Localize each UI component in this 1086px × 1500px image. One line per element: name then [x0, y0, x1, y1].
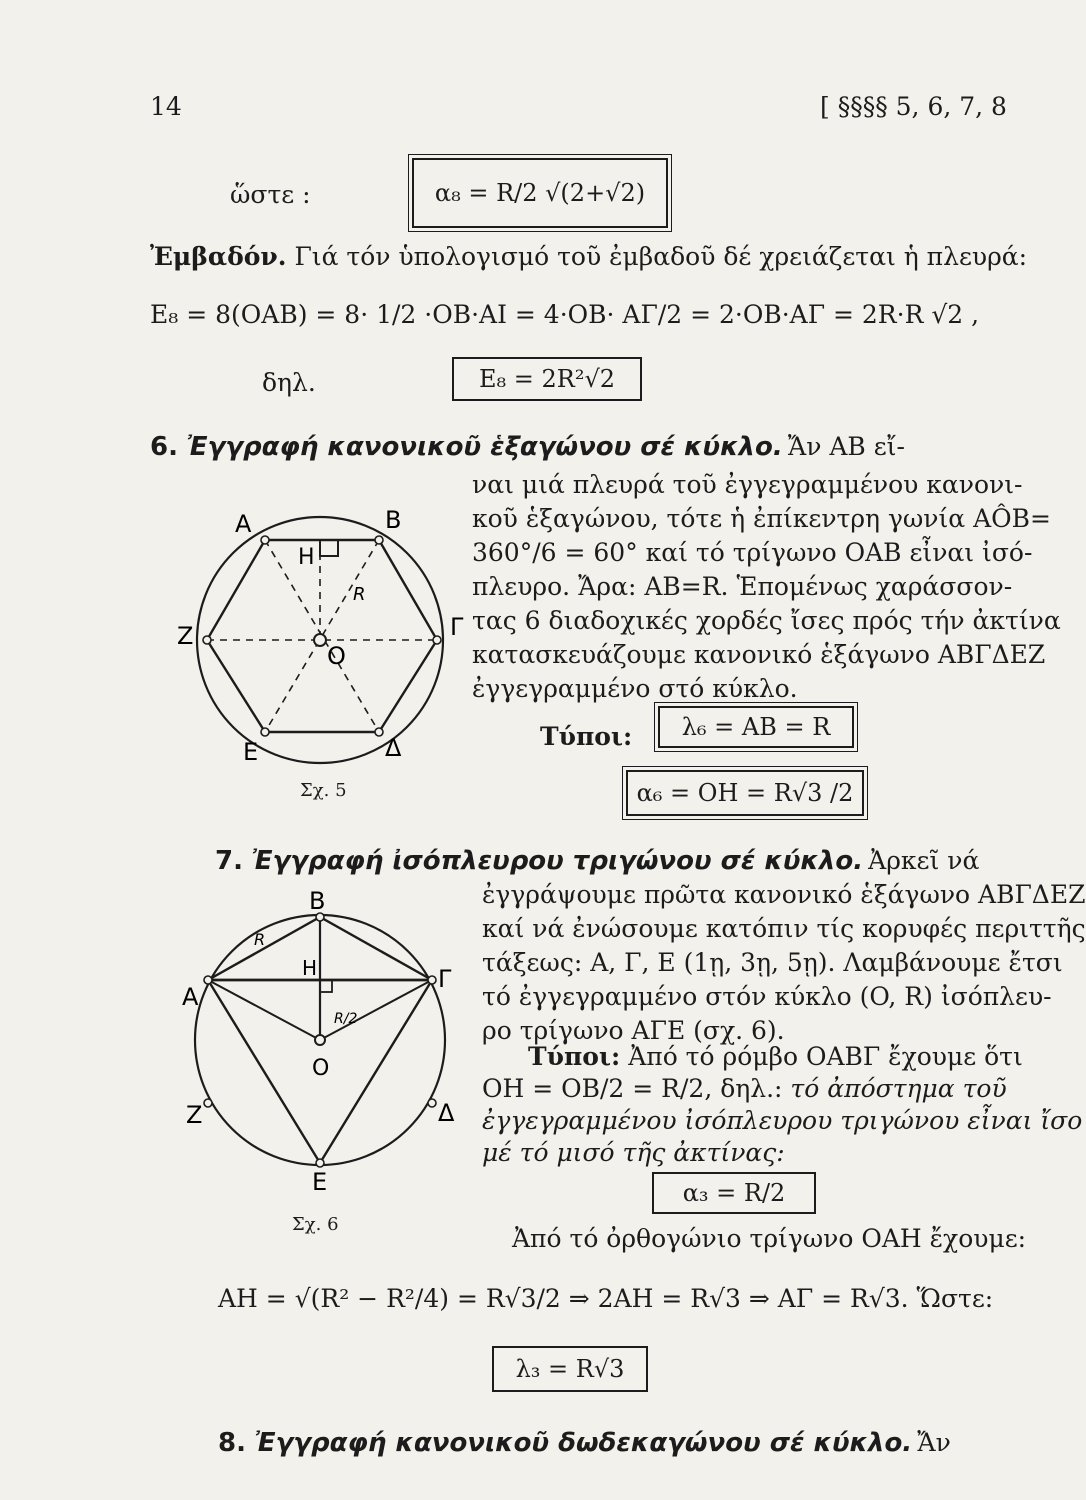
- oh-ital: τό ἀπόστημα τοῦ: [790, 1074, 1007, 1103]
- ortho-line: Ἀπό τό ὀρθογώνιο τρίγωνο OAH ἔχουμε:: [512, 1224, 1027, 1253]
- section7-line1: ἐγγράψουμε πρῶτα κανονικό ἑξάγωνο ΑΒΓΔΕΖ: [482, 880, 1086, 909]
- fig5-caption: Σχ. 5: [300, 780, 347, 801]
- emvadon-paragraph: [150, 242, 1027, 272]
- tri-label-O: O: [312, 1056, 330, 1081]
- section7-line3: τάξεως: A, Γ, E (1ῃ, 3ῃ, 5ῃ). Λαμβάνουμε ἔτσι: [482, 948, 1063, 977]
- hex-label-Z: Z: [177, 622, 194, 650]
- hoste-label: ὥστε :: [230, 180, 311, 209]
- section8-tail: Ἄν: [917, 1428, 951, 1457]
- section6-line3: 360°/6 = 60° καί τό τρίγωνο OAB εἶναι ἰσό-: [472, 538, 1033, 567]
- e8-derivation: E₈ = 8(OAB) = 8· 1/2 ·OB·AI = 4·OB· AΓ/2 = 2·OB·AΓ = 2R·R √2 ,: [150, 300, 980, 329]
- section6-line0: Ἄν AB εἴ-: [787, 432, 905, 461]
- hex-label-R: R: [353, 584, 366, 605]
- hexagon-figure: [165, 500, 465, 800]
- oh-formula: OH = OB/2 = R/2, δηλ.:: [482, 1074, 783, 1103]
- tri-label-B: B: [309, 887, 326, 915]
- section8-number: 8.: [218, 1428, 246, 1458]
- section8-title: Ἐγγραφή κανονικοῦ δωδεκαγώνου σέ κύκλο.: [255, 1428, 913, 1458]
- emvadon-text: Γιά τόν ὑπολογισμό τοῦ ἐμβαδοῦ δέ χρειάζεται ἡ πλευρά:: [294, 242, 1028, 271]
- hex-label-A: A: [235, 510, 252, 538]
- section7-line4: τό ἐγγεγραμμένο στόν κύκλο (O, R) ἰσόπλευ-: [482, 982, 1052, 1011]
- typoi7-label: Τύποι:: [528, 1042, 621, 1071]
- section7-line0: Ἀρκεῖ νά: [868, 846, 980, 875]
- a8-formula-box: α₈ = R/2 √(2+√2): [412, 158, 668, 228]
- fig6-caption: Σχ. 6: [292, 1214, 339, 1235]
- section6-line4: πλευρο. Ἄρα: AB=R. Ἑπομένως χαράσσον-: [472, 572, 1013, 601]
- oh-line: [482, 1074, 1007, 1104]
- hex-label-D: Δ: [385, 734, 402, 762]
- e8-formula-box: E₈ = 2R²√2: [452, 357, 642, 401]
- lambda6-box: λ₆ = AB = R: [658, 706, 854, 748]
- section7-line5: ρο τρίγωνο ΑΓΕ (σχ. 6).: [482, 1016, 785, 1045]
- section6-line6: κατασκευάζουμε κανονικό ἑξάγωνο ΑΒΓΔΕΖ: [472, 640, 1046, 669]
- typoi6-label: Τύποι:: [540, 722, 633, 751]
- section6-line1: ναι μιά πλευρά τοῦ ἐγγεγραμμένου κανονι-: [472, 470, 1023, 499]
- section7-number: 7.: [215, 846, 243, 876]
- tri-label-R: R: [254, 930, 266, 949]
- hex-label-H: H: [298, 545, 315, 570]
- tri-label-G: Γ: [438, 965, 452, 993]
- tri-label-D: Δ: [438, 1099, 455, 1127]
- section6-line2: κοῦ ἑξαγώνου, τότε ἡ ἐπίκεντρη γωνία AÔB=: [472, 504, 1051, 533]
- triangle-figure: [172, 885, 472, 1205]
- hex-label-G: Γ: [450, 613, 464, 641]
- section6-heading: [150, 432, 905, 462]
- section6-body: [472, 468, 1061, 706]
- alpha3-box: α₃ = R/2: [652, 1172, 816, 1214]
- tri-label-H: H: [302, 956, 318, 980]
- section6-line7: ἐγγεγραμμένο στό κύκλο.: [472, 674, 798, 703]
- section6-title: Ἐγγραφή κανονικοῦ ἑξαγώνου σέ κύκλο.: [187, 432, 783, 462]
- section7-line2: καί νά ἐνώσουμε κατόπιν τίς κορυφές περιττῆς: [482, 914, 1086, 943]
- section8-heading: [218, 1428, 951, 1458]
- hex-label-E: E: [243, 738, 259, 766]
- ital-line3: μέ τό μισό τῆς ἀκτίνας:: [482, 1138, 785, 1167]
- section6-number: 6.: [150, 432, 178, 462]
- section7-body: [482, 878, 1086, 1048]
- hex-label-O: O: [327, 642, 346, 670]
- emvadon-label: Ἐμβαδόν.: [150, 242, 287, 271]
- tri-label-Z: Z: [186, 1101, 203, 1129]
- typoi7-line: [528, 1042, 1023, 1072]
- lambda3-box: λ₃ = R√3: [492, 1346, 648, 1392]
- ah-line: AH = √(R² − R²/4) = R√3/2 ⇒ 2AH = R√3 ⇒ AΓ = R√3. Ὥστε:: [218, 1284, 994, 1313]
- ital-line2: ἐγγεγραμμένου ἰσόπλευρου τριγώνου εἶναι ἴσο: [482, 1106, 1083, 1135]
- section6-line5: τας 6 διαδοχικές χορδές ἴσες πρός τήν ἀκτίνα: [472, 606, 1061, 635]
- typoi7-text: Ἀπό τό ρόμβο OABΓ ἔχουμε ὅτι: [628, 1042, 1023, 1071]
- tri-label-E: E: [312, 1168, 328, 1196]
- hex-label-B: B: [385, 506, 402, 534]
- tri-label-R2: R/2: [334, 1011, 358, 1027]
- section7-title: Ἐγγραφή ἰσόπλευρου τριγώνου σέ κύκλο.: [252, 846, 864, 876]
- tri-label-A: A: [182, 983, 199, 1011]
- dil-label: δηλ.: [262, 368, 316, 397]
- alpha6-box: α₆ = OH = R√3 /2: [626, 770, 864, 816]
- section-range: [ §§§§ 5, 6, 7, 8: [820, 92, 1007, 121]
- section7-heading: [215, 846, 979, 876]
- page-number: 14: [150, 92, 182, 121]
